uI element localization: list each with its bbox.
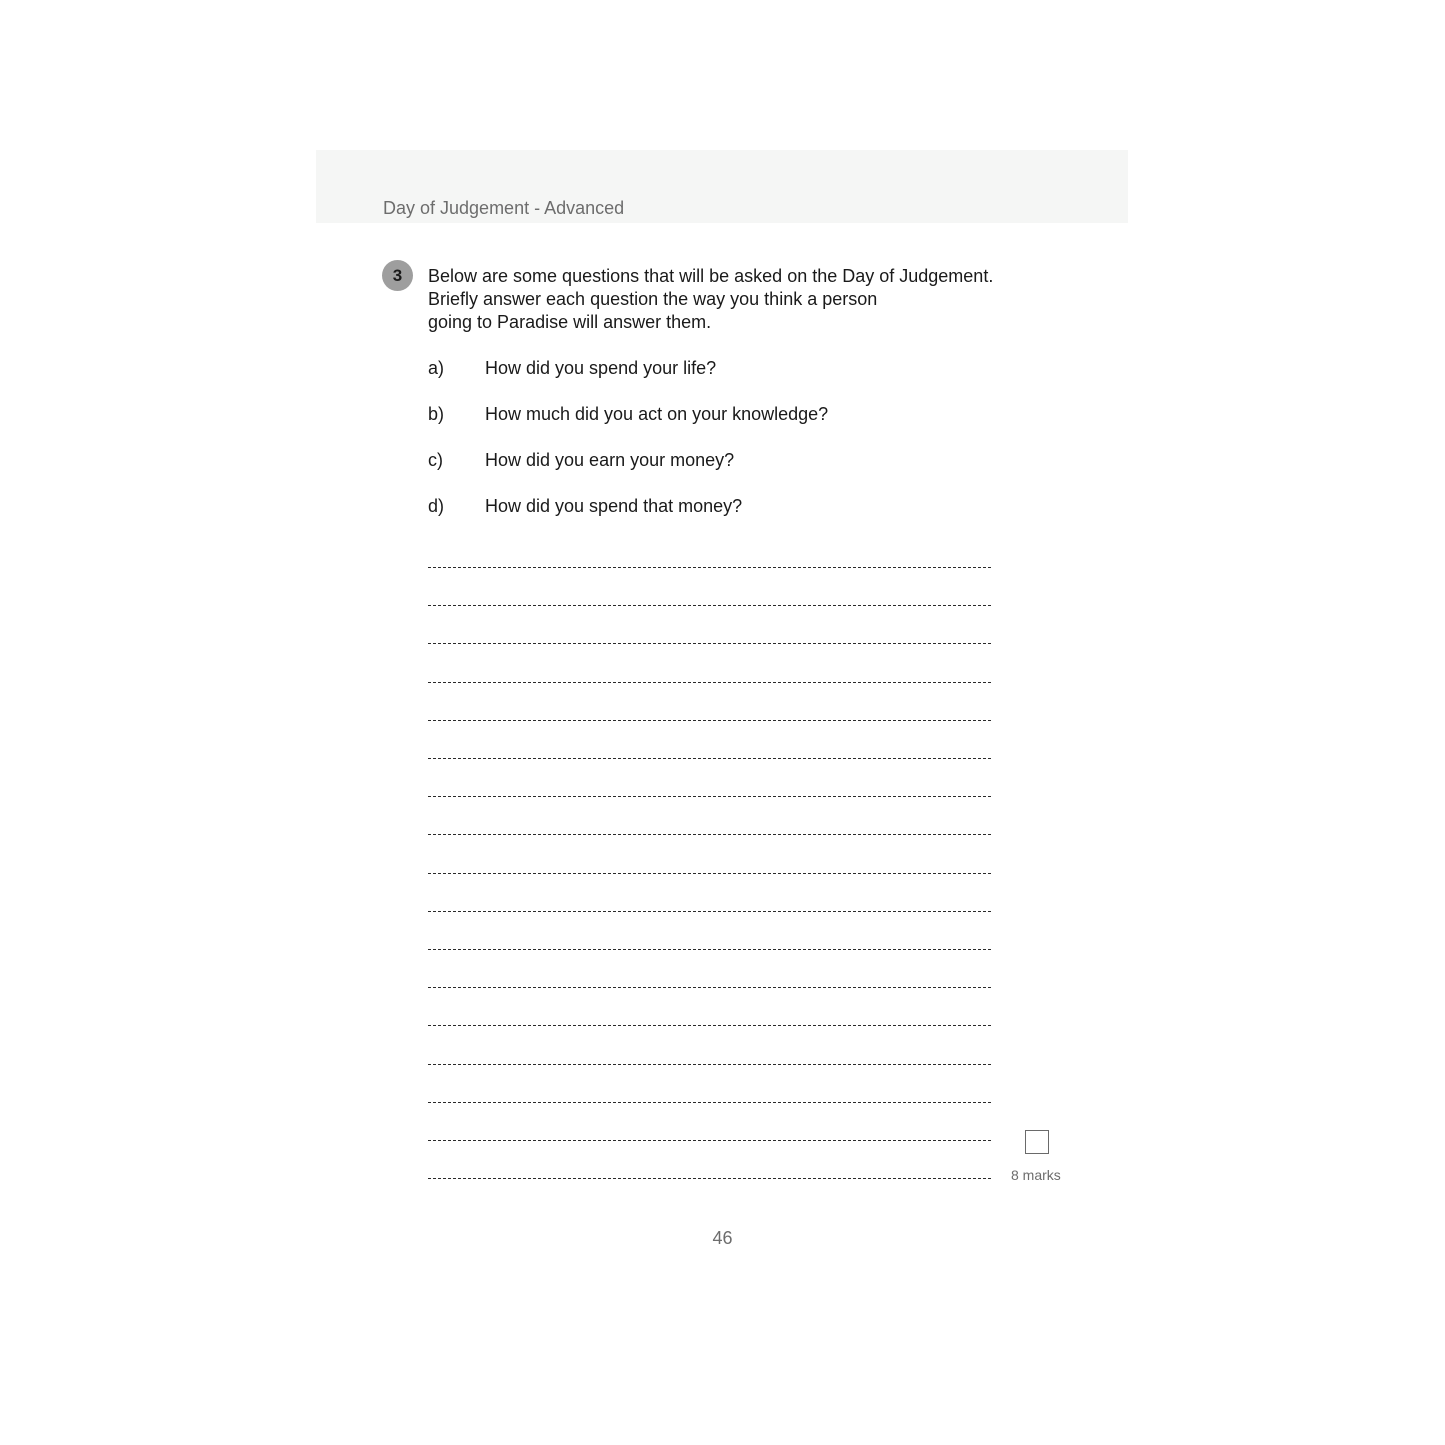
marks-label: 8 marks xyxy=(1011,1167,1061,1183)
question-number-badge: 3 xyxy=(382,260,413,291)
answer-line[interactable] xyxy=(428,1025,991,1026)
answer-line[interactable] xyxy=(428,834,991,835)
answer-line[interactable] xyxy=(428,682,991,683)
answer-line[interactable] xyxy=(428,1178,991,1179)
question-intro-line: Briefly answer each question the way you think a person xyxy=(428,289,878,309)
answer-line[interactable] xyxy=(428,1102,991,1103)
question-intro-line: going to Paradise will answer them. xyxy=(428,312,712,332)
answer-line[interactable] xyxy=(428,1064,991,1065)
page-number: 46 xyxy=(712,1228,733,1248)
sub-question-text: How much did you act on your knowledge? xyxy=(485,404,829,424)
sub-question-text: How did you spend your life? xyxy=(485,358,717,378)
sub-question-text: How did you earn your money? xyxy=(485,450,735,470)
answer-line[interactable] xyxy=(428,567,991,568)
sub-question-d xyxy=(428,495,742,518)
sub-question-a xyxy=(428,357,716,380)
answer-line[interactable] xyxy=(428,643,991,644)
sub-question-letter: d) xyxy=(428,496,445,516)
sub-question-text: How did you spend that money? xyxy=(485,496,743,516)
answer-line[interactable] xyxy=(428,758,991,759)
answer-line[interactable] xyxy=(428,605,991,606)
sub-question-letter: c) xyxy=(428,450,443,470)
answer-line[interactable] xyxy=(428,949,991,950)
question-intro xyxy=(428,265,993,334)
answer-line[interactable] xyxy=(428,1140,991,1141)
question-intro-line: Below are some questions that will be asked on the Day of Judgement. xyxy=(428,266,994,286)
sub-question-b xyxy=(428,403,828,426)
sub-question-c xyxy=(428,449,734,472)
sub-question-letter: b) xyxy=(428,404,445,424)
page-title: Day of Judgement - Advanced xyxy=(383,198,625,218)
answer-line[interactable] xyxy=(428,796,991,797)
answer-line[interactable] xyxy=(428,911,991,912)
sub-question-letter: a) xyxy=(428,358,445,378)
answer-line[interactable] xyxy=(428,720,991,721)
answer-line[interactable] xyxy=(428,873,991,874)
answer-line[interactable] xyxy=(428,987,991,988)
marks-checkbox[interactable] xyxy=(1025,1130,1049,1154)
